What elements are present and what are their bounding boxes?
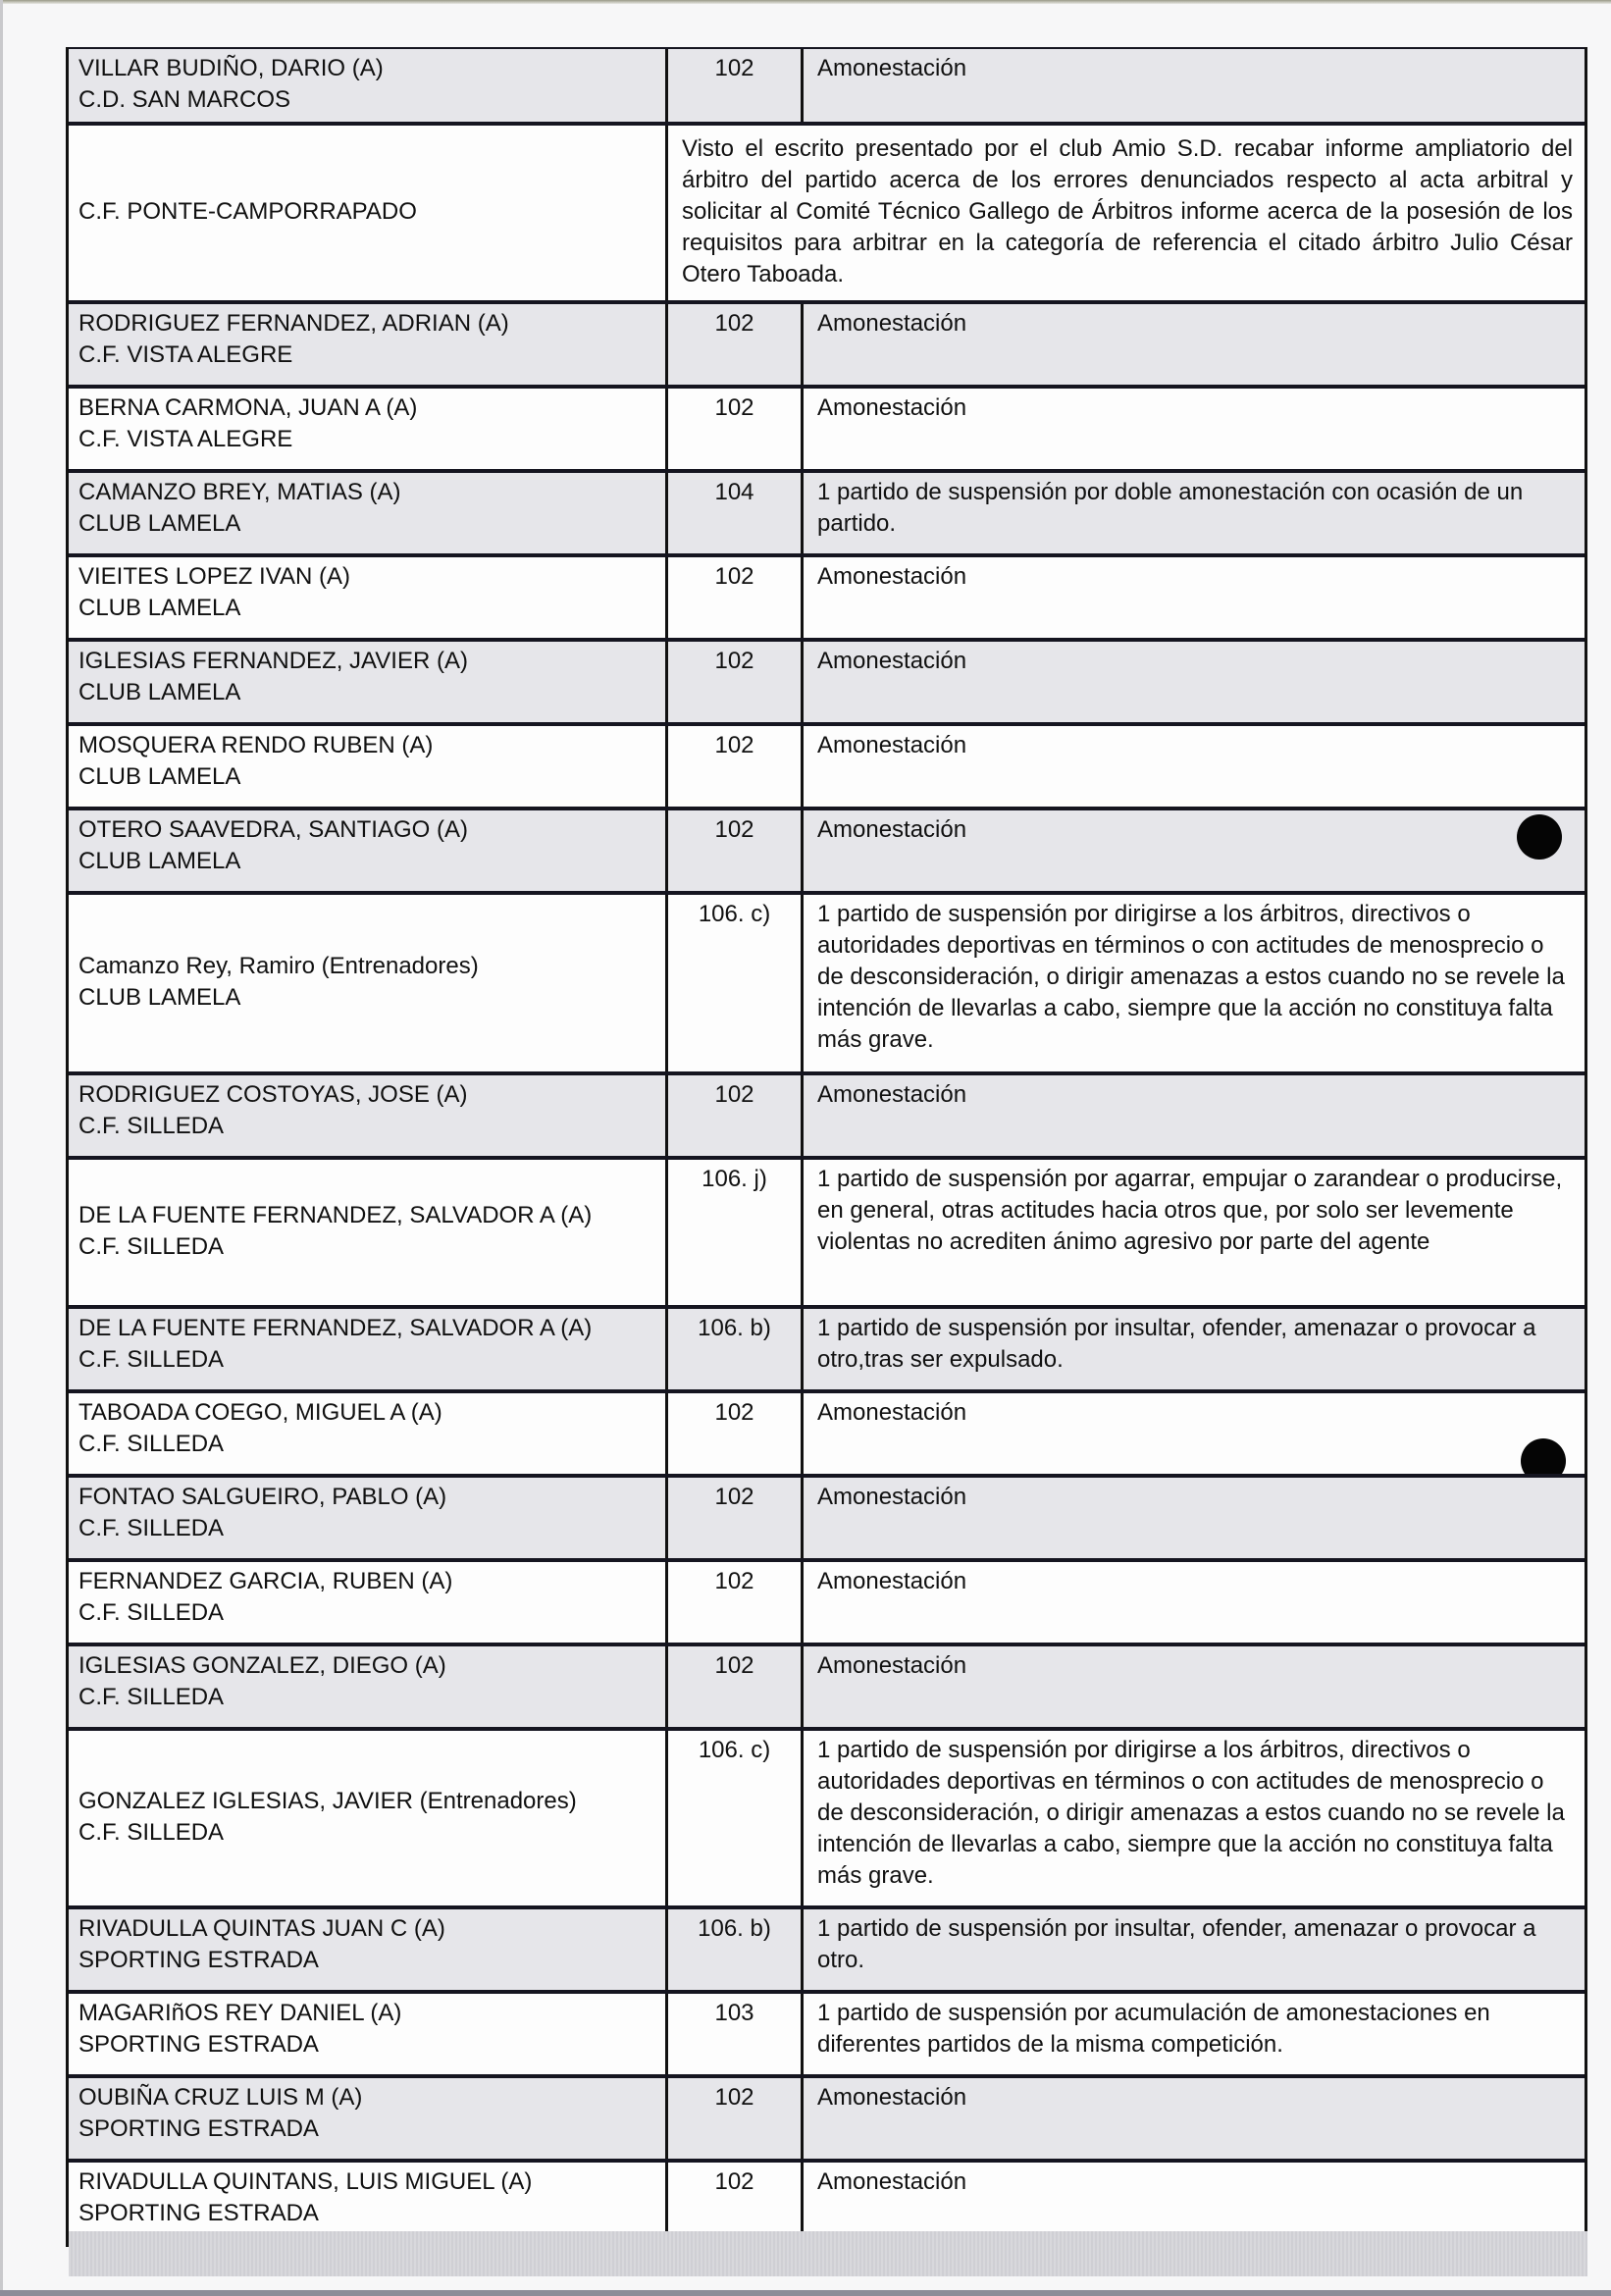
table-row bbox=[69, 1905, 1585, 1990]
article-cell: 103 bbox=[668, 1994, 804, 2074]
sanction-cell: Amonestación bbox=[817, 1399, 967, 1426]
sanction-cell: 1 partido de suspensión por dirigirse a los árbitros, directivos o autoridades deportivas en términos o con actitudes de menosprecio o de desconsideración, o dirigir amenazas a estos cuando no se revele la intención de llevarlas a cabo, siempre que la acción no constituya falta más grave. bbox=[817, 1737, 1565, 1889]
table-row bbox=[69, 1474, 1585, 1558]
person-cell bbox=[69, 473, 668, 553]
person-name: RIVADULLA QUINTANS, LUIS MIGUEL (A) bbox=[78, 2168, 533, 2195]
table-row bbox=[69, 385, 1585, 469]
club-name: C.F. SILLEDA bbox=[78, 1346, 225, 1373]
club-name: CLUB LAMELA bbox=[78, 679, 241, 705]
person-name: MOSQUERA RENDO RUBEN (A) bbox=[78, 732, 434, 758]
article-cell: 102 bbox=[668, 2163, 804, 2243]
person-cell bbox=[69, 1393, 668, 1474]
table-row bbox=[69, 2074, 1585, 2159]
article-cell: 102 bbox=[668, 1393, 804, 1474]
person-cell bbox=[69, 810, 668, 891]
club-name: C.F. SILLEDA bbox=[78, 1819, 225, 1846]
page-top-edge bbox=[0, 0, 1611, 4]
person-name: BERNA CARMONA, JUAN A (A) bbox=[78, 394, 418, 421]
article-cell: 102 bbox=[668, 810, 804, 891]
club-name: SPORTING ESTRADA bbox=[78, 2031, 319, 2058]
sanction-cell: Amonestación bbox=[817, 55, 967, 81]
sanction-cell: Amonestación bbox=[817, 1081, 967, 1108]
table-row bbox=[69, 638, 1585, 722]
person-name: RODRIGUEZ FERNANDEZ, ADRIAN (A) bbox=[78, 310, 509, 337]
sanction-cell: 1 partido de suspensión por agarrar, empujar o zarandear o producirse, en general, otras actitudes hacia otros que, por solo ser levemente violentas no acrediten ánimo agresivo por parte del agente bbox=[817, 1166, 1563, 1255]
person-name: VIEITES LOPEZ IVAN (A) bbox=[78, 563, 350, 590]
person-name: FONTAO SALGUEIRO, PABLO (A) bbox=[78, 1484, 447, 1510]
club-name: CLUB LAMELA bbox=[78, 595, 241, 621]
article-cell: 106. c) bbox=[668, 1731, 804, 1905]
person-name: DE LA FUENTE FERNANDEZ, SALVADOR A (A) bbox=[78, 1202, 593, 1228]
article-cell: 106. j) bbox=[668, 1160, 804, 1305]
person-name: CAMANZO BREY, MATIAS (A) bbox=[78, 479, 401, 505]
club-name: C.D. SAN MARCOS bbox=[78, 86, 291, 113]
table-row bbox=[69, 300, 1585, 385]
table-row bbox=[69, 469, 1585, 553]
sanction-cell: 1 partido de suspensión por dirigirse a los árbitros, directivos o autoridades deportivas en términos o con actitudes de menosprecio o de desconsideración, o dirigir amenazas a estos cuando no se revele la intención de llevarlas a cabo, siempre que la acción no constituya falta más grave. bbox=[817, 901, 1565, 1053]
person-cell bbox=[69, 1909, 668, 1990]
person-name: FERNANDEZ GARCIA, RUBEN (A) bbox=[78, 1568, 453, 1594]
article-cell: 102 bbox=[668, 726, 804, 807]
table-row bbox=[69, 1558, 1585, 1643]
article-cell: 106. b) bbox=[668, 1909, 804, 1990]
club-name: CLUB LAMELA bbox=[78, 510, 241, 537]
sanction-cell: Amonestación bbox=[817, 648, 967, 674]
article-cell: 106. b) bbox=[668, 1309, 804, 1389]
club-name: SPORTING ESTRADA bbox=[78, 1947, 319, 1973]
article-cell: 102 bbox=[668, 304, 804, 385]
page-left-edge bbox=[0, 0, 3, 2296]
person-cell bbox=[69, 2078, 668, 2159]
sanctions-table bbox=[66, 47, 1587, 2247]
table-row bbox=[69, 1305, 1585, 1389]
person-cell bbox=[69, 49, 668, 122]
club-name: C.F. SILLEDA bbox=[78, 1515, 225, 1541]
sanction-cell: Amonestación bbox=[817, 1568, 967, 1594]
club-name: SPORTING ESTRADA bbox=[78, 2200, 319, 2226]
table-row bbox=[69, 1071, 1585, 1156]
punch-hole-mark bbox=[1517, 814, 1562, 860]
table-row bbox=[69, 122, 1585, 300]
page-bottom-edge bbox=[0, 2290, 1611, 2296]
table-row bbox=[69, 553, 1585, 638]
sanction-cell: 1 partido de suspensión por doble amonestación con ocasión de un partido. bbox=[817, 479, 1524, 537]
article-cell: 104 bbox=[668, 473, 804, 553]
article-cell: 102 bbox=[668, 1646, 804, 1727]
article-cell: 102 bbox=[668, 49, 804, 122]
person-cell bbox=[69, 1309, 668, 1389]
person-name: OTERO SAAVEDRA, SANTIAGO (A) bbox=[78, 816, 468, 843]
person-cell bbox=[69, 726, 668, 807]
club-name: C.F. SILLEDA bbox=[78, 1431, 225, 1457]
table-row bbox=[69, 722, 1585, 807]
article-cell: 102 bbox=[668, 389, 804, 469]
person-name: IGLESIAS FERNANDEZ, JAVIER (A) bbox=[78, 648, 468, 674]
article-cell: 102 bbox=[668, 1075, 804, 1156]
person-name: MAGARIñOS REY DANIEL (A) bbox=[78, 2000, 402, 2026]
table-row bbox=[69, 807, 1585, 891]
sanction-cell: Amonestación bbox=[817, 816, 967, 843]
club-name: C.F. SILLEDA bbox=[78, 1233, 225, 1260]
person-name: TABOADA COEGO, MIGUEL A (A) bbox=[78, 1399, 442, 1426]
resolution-cell bbox=[668, 126, 1585, 300]
person-cell bbox=[69, 1646, 668, 1727]
person-cell bbox=[69, 1731, 668, 1905]
club-name: CLUB LAMELA bbox=[78, 848, 241, 874]
club-name: C.F. SILLEDA bbox=[78, 1113, 225, 1139]
sanction-cell: Amonestación bbox=[817, 394, 967, 421]
sanction-cell: Amonestación bbox=[817, 1484, 967, 1510]
table-row bbox=[69, 1643, 1585, 1727]
sanction-cell: 1 partido de suspensión por insultar, ofender, amenazar o provocar a otro. bbox=[817, 1915, 1536, 1973]
article-cell: 106. c) bbox=[668, 895, 804, 1071]
sanction-cell: 1 partido de suspensión por acumulación de amonestaciones en diferentes partidos de la misma competición. bbox=[817, 2000, 1490, 2058]
club-name: C.F. PONTE-CAMPORRAPADO bbox=[78, 198, 417, 225]
person-name: Camanzo Rey, Ramiro (Entrenadores) bbox=[78, 953, 479, 979]
club-name: CLUB LAMELA bbox=[78, 763, 241, 790]
club-name: SPORTING ESTRADA bbox=[78, 2115, 319, 2142]
sanction-cell: Amonestación bbox=[817, 310, 967, 337]
person-cell bbox=[69, 1160, 668, 1305]
sanction-cell: Amonestación bbox=[817, 732, 967, 758]
person-cell bbox=[69, 1562, 668, 1643]
article-cell: 102 bbox=[668, 642, 804, 722]
person-cell bbox=[69, 126, 668, 300]
club-name: C.F. SILLEDA bbox=[78, 1684, 225, 1710]
person-name: VILLAR BUDIÑO, DARIO (A) bbox=[78, 55, 384, 81]
person-cell bbox=[69, 557, 668, 638]
table-row bbox=[69, 1727, 1585, 1905]
person-name: RIVADULLA QUINTAS JUAN C (A) bbox=[78, 1915, 445, 1942]
footer-shaded-band bbox=[69, 2231, 1587, 2276]
article-cell: 102 bbox=[668, 1562, 804, 1643]
person-cell bbox=[69, 1478, 668, 1558]
article-cell: 102 bbox=[668, 2078, 804, 2159]
person-cell bbox=[69, 642, 668, 722]
person-name: DE LA FUENTE FERNANDEZ, SALVADOR A (A) bbox=[78, 1315, 593, 1341]
sanction-cell: Amonestación bbox=[817, 2084, 967, 2111]
club-name: CLUB LAMELA bbox=[78, 984, 241, 1011]
person-cell bbox=[69, 1994, 668, 2074]
person-name: GONZALEZ IGLESIAS, JAVIER (Entrenadores) bbox=[78, 1788, 577, 1814]
sanction-cell: 1 partido de suspensión por insultar, ofender, amenazar o provocar a otro,tras ser expulsado. bbox=[817, 1315, 1536, 1373]
club-name: C.F. VISTA ALEGRE bbox=[78, 341, 293, 368]
person-name: IGLESIAS GONZALEZ, DIEGO (A) bbox=[78, 1652, 446, 1679]
sanction-cell: Amonestación bbox=[817, 563, 967, 590]
person-cell bbox=[69, 895, 668, 1071]
person-cell bbox=[69, 1075, 668, 1156]
sanction-cell: Amonestación bbox=[817, 2168, 967, 2195]
article-cell: 102 bbox=[668, 557, 804, 638]
resolution-text: Visto el escrito presentado por el club Amio S.D. recabar informe ampliatorio del árbitro del partido acerca de los errores denunciados respecto al acta arbitral y solicitar al Comité Técnico Gallego de Árbitros informe acerca de la posesión de los requisitos para arbitrar en la categoría de referencia el citado árbitro Julio César Otero Taboada. bbox=[682, 135, 1573, 287]
club-name: C.F. VISTA ALEGRE bbox=[78, 426, 293, 452]
table-row bbox=[69, 1389, 1585, 1474]
table-row bbox=[69, 47, 1585, 122]
sanction-cell: Amonestación bbox=[817, 1652, 967, 1679]
article-cell: 102 bbox=[668, 1478, 804, 1558]
person-cell bbox=[69, 304, 668, 385]
person-name: RODRIGUEZ COSTOYAS, JOSE (A) bbox=[78, 1081, 468, 1108]
table-row bbox=[69, 891, 1585, 1071]
person-cell bbox=[69, 389, 668, 469]
club-name: C.F. SILLEDA bbox=[78, 1599, 225, 1626]
table-row bbox=[69, 1156, 1585, 1305]
person-name: OUBIÑA CRUZ LUIS M (A) bbox=[78, 2084, 363, 2111]
table-row bbox=[69, 1990, 1585, 2074]
